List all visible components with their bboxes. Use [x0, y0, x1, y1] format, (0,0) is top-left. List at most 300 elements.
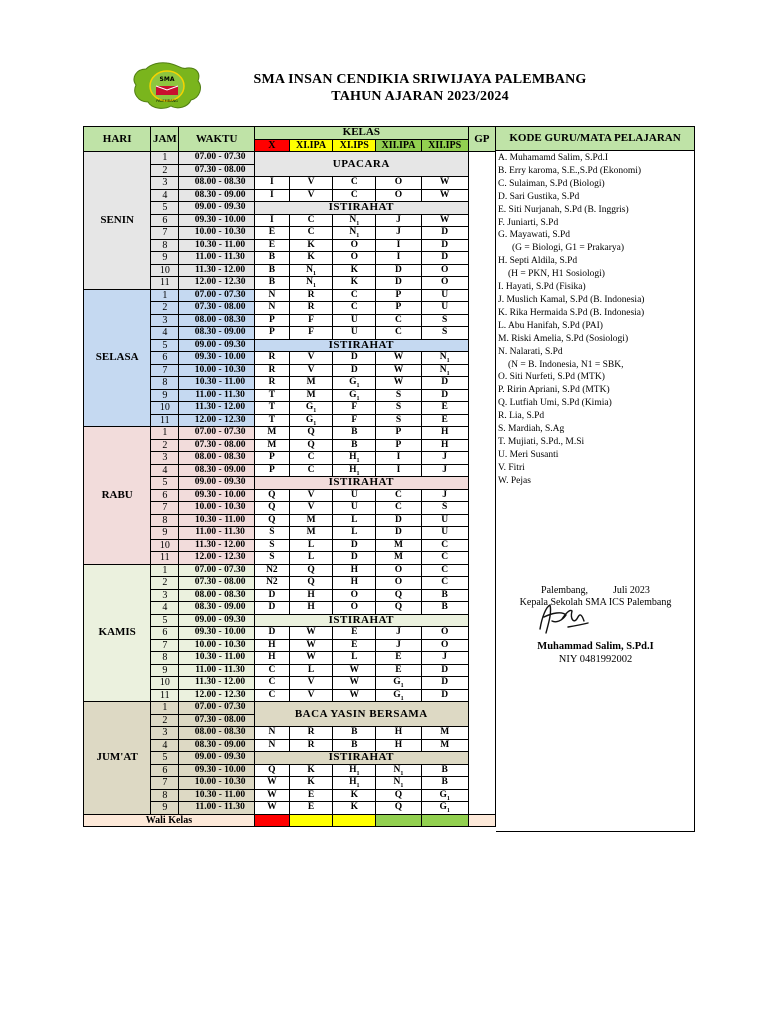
class-cell: W [333, 689, 376, 702]
class-cell: V [289, 364, 332, 377]
waktu-cell: 09.30 - 10.00 [179, 764, 254, 777]
class-cell: C [289, 227, 332, 240]
jam-cell: 2 [151, 439, 179, 452]
class-cell: Q [289, 577, 332, 590]
class-cell: U [421, 302, 468, 315]
jam-cell: 10 [151, 402, 179, 415]
waktu-cell: 12.00 - 12.30 [179, 689, 254, 702]
jam-cell: 5 [151, 614, 179, 627]
class-cell: Q [289, 427, 332, 440]
class-cell: C [254, 677, 289, 690]
jam-cell: 5 [151, 752, 179, 765]
class-cell: D [421, 239, 468, 252]
class-cell: S [421, 327, 468, 340]
teacher-code-panel [496, 126, 695, 832]
teacher-code-item: J. Muslich Kamal, S.Pd (B. Indonesia) [498, 294, 645, 305]
waktu-cell: 07.30 - 08.00 [179, 302, 254, 315]
table-row [84, 152, 496, 165]
class-cell: C [333, 302, 376, 315]
class-cell: V [289, 489, 332, 502]
class-header-xii-ipa: XII.IPA [376, 140, 421, 152]
class-cell: H [254, 639, 289, 652]
class-cell: W [254, 802, 289, 815]
class-cell: D [421, 689, 468, 702]
class-cell: $G_1$ [421, 802, 468, 815]
waktu-cell: 11.30 - 12.00 [179, 264, 254, 277]
class-cell: D [421, 227, 468, 240]
class-cell: O [421, 639, 468, 652]
class-cell: R [289, 302, 332, 315]
waktu-cell: 09.00 - 09.30 [179, 614, 254, 627]
class-cell: E [254, 227, 289, 240]
class-cell: P [254, 464, 289, 477]
waktu-cell: 09.30 - 10.00 [179, 489, 254, 502]
class-cell: H [376, 727, 421, 740]
jam-cell: 8 [151, 789, 179, 802]
class-cell: C [376, 502, 421, 515]
class-cell: K [289, 764, 332, 777]
logo-text: SMA [159, 76, 175, 83]
class-cell: W [289, 627, 332, 640]
class-cell: W [254, 789, 289, 802]
class-cell: D [376, 264, 421, 277]
class-cell: I [376, 464, 421, 477]
jam-cell: 11 [151, 689, 179, 702]
header-waktu: WAKTU [179, 127, 254, 152]
class-cell: V [289, 689, 332, 702]
class-cell: U [333, 314, 376, 327]
class-cell: $N_1$ [421, 352, 468, 365]
teacher-code-item: (N = B. Indonesia, N1 = SBK, [508, 359, 624, 370]
class-cell: D [421, 377, 468, 390]
class-cell: D [254, 589, 289, 602]
waktu-cell: 11.00 - 11.30 [179, 527, 254, 540]
jam-cell: 11 [151, 277, 179, 290]
school-name: SMA INSAN CENDIKIA SRIWIJAYA PALEMBANG [253, 72, 587, 87]
waktu-cell: 09.30 - 10.00 [179, 214, 254, 227]
jam-cell: 8 [151, 652, 179, 665]
waktu-cell: 08.00 - 08.30 [179, 314, 254, 327]
class-header-xii-ips: XII.IPS [421, 140, 468, 152]
header-kelas: KELAS [254, 127, 468, 140]
class-cell: S [376, 414, 421, 427]
waktu-cell: 09.00 - 09.30 [179, 477, 254, 490]
teacher-code-item: R. Lia, S.Pd [498, 411, 545, 422]
class-cell: O [333, 252, 376, 265]
class-cell: D [421, 677, 468, 690]
class-cell: U [333, 502, 376, 515]
class-cell: J [421, 452, 468, 465]
teacher-code-item: T. Mujiati, S.Pd., M.Si [498, 436, 585, 447]
class-cell: T [254, 389, 289, 402]
class-cell: P [254, 314, 289, 327]
waktu-cell: 11.30 - 12.00 [179, 677, 254, 690]
class-cell: $G_1$ [289, 402, 332, 415]
jam-cell: 1 [151, 702, 179, 715]
class-cell: F [289, 314, 332, 327]
class-cell: U [421, 527, 468, 540]
teacher-code-list [496, 151, 694, 488]
class-cell: P [254, 327, 289, 340]
table-row [84, 564, 496, 577]
class-cell: L [289, 664, 332, 677]
class-cell: O [376, 564, 421, 577]
class-cell: C [421, 539, 468, 552]
waktu-cell: 12.00 - 12.30 [179, 414, 254, 427]
class-cell: $H_1$ [333, 777, 376, 790]
class-cell: L [333, 514, 376, 527]
schedule-table [83, 126, 496, 827]
class-cell: R [289, 727, 332, 740]
waktu-cell: 10.00 - 10.30 [179, 364, 254, 377]
class-cell: F [333, 402, 376, 415]
signature-place-date: Palembang, Juli 2023 [541, 585, 650, 596]
class-cell: D [421, 252, 468, 265]
class-cell: D [254, 627, 289, 640]
class-cell: Q [254, 489, 289, 502]
jam-cell: 6 [151, 627, 179, 640]
class-cell: P [376, 427, 421, 440]
class-cell: U [421, 289, 468, 302]
class-cell: W [289, 652, 332, 665]
class-cell: I [254, 177, 289, 190]
class-cell: H [333, 577, 376, 590]
class-cell: Q [376, 602, 421, 615]
class-cell: $N_1$ [421, 364, 468, 377]
jam-cell: 9 [151, 527, 179, 540]
class-cell: D [254, 602, 289, 615]
waktu-cell: 08.00 - 08.30 [179, 177, 254, 190]
class-cell: W [376, 377, 421, 390]
class-cell: R [289, 739, 332, 752]
jam-cell: 9 [151, 802, 179, 815]
class-cell: M [376, 552, 421, 565]
class-cell: T [254, 402, 289, 415]
class-cell: W [376, 352, 421, 365]
class-cell: Q [254, 514, 289, 527]
class-cell: O [421, 277, 468, 290]
class-cell: E [421, 414, 468, 427]
class-cell: O [376, 189, 421, 202]
class-cell: D [421, 664, 468, 677]
waktu-cell: 07.00 - 07.30 [179, 427, 254, 440]
class-cell: D [333, 552, 376, 565]
class-cell: J [376, 214, 421, 227]
schedule-body [84, 152, 496, 827]
waktu-cell: 08.30 - 09.00 [179, 327, 254, 340]
day-label: JUM'AT [84, 702, 151, 815]
day-label: SELASA [84, 289, 151, 427]
class-cell: M [421, 739, 468, 752]
class-cell: S [421, 502, 468, 515]
teacher-code-item: Q. Lutfiah Umi, S.Pd (Kimia) [498, 398, 612, 409]
waktu-cell: 08.30 - 09.00 [179, 189, 254, 202]
class-cell: O [376, 577, 421, 590]
class-cell: $H_1$ [333, 464, 376, 477]
activity-cell: UPACARA [254, 152, 468, 177]
jam-cell: 11 [151, 414, 179, 427]
class-cell: W [421, 214, 468, 227]
waktu-cell: 10.30 - 11.00 [179, 652, 254, 665]
class-cell: K [333, 264, 376, 277]
class-cell: $N_1$ [333, 227, 376, 240]
class-cell: $H_1$ [333, 452, 376, 465]
teacher-code-item: U. Meri Susanti [498, 449, 559, 460]
jam-cell: 5 [151, 202, 179, 215]
class-cell: J [421, 489, 468, 502]
class-cell: S [376, 402, 421, 415]
waktu-cell: 10.30 - 11.00 [179, 239, 254, 252]
waktu-cell: 10.30 - 11.00 [179, 377, 254, 390]
class-cell: C [421, 577, 468, 590]
teacher-code-item: N. Nalarati, S.Pd [498, 346, 563, 357]
class-cell: $G_1$ [289, 414, 332, 427]
table-row [84, 427, 496, 440]
class-cell: H [254, 652, 289, 665]
teacher-code-item: A. Muhamamd Salim, S.Pd.I [498, 153, 609, 163]
class-cell: N [254, 739, 289, 752]
class-cell: C [333, 289, 376, 302]
class-cell: N2 [254, 564, 289, 577]
class-cell: E [289, 789, 332, 802]
jam-cell: 6 [151, 489, 179, 502]
class-cell: K [289, 777, 332, 790]
jam-cell: 7 [151, 364, 179, 377]
class-cell: V [289, 502, 332, 515]
class-cell: O [376, 177, 421, 190]
academic-year: TAHUN AJARAN 2023/2024 [331, 89, 509, 104]
class-cell: P [376, 289, 421, 302]
jam-cell: 7 [151, 639, 179, 652]
class-cell: $G_1$ [333, 389, 376, 402]
teacher-code-item: I. Hayati, S.Pd (Fisika) [498, 282, 586, 293]
waktu-cell: 10.00 - 10.30 [179, 502, 254, 515]
jam-cell: 6 [151, 764, 179, 777]
class-cell: R [254, 352, 289, 365]
gp-column [468, 152, 495, 815]
header-hari: HARI [84, 127, 151, 152]
class-cell: H [289, 602, 332, 615]
jam-cell: 8 [151, 377, 179, 390]
class-cell: H [421, 439, 468, 452]
jam-cell: 1 [151, 152, 179, 165]
class-cell: H [289, 589, 332, 602]
class-cell: D [333, 352, 376, 365]
header-gp: GP [468, 127, 495, 152]
class-cell: $G_1$ [376, 677, 421, 690]
jam-cell: 4 [151, 327, 179, 340]
waktu-cell: 08.30 - 09.00 [179, 739, 254, 752]
class-cell: E [289, 802, 332, 815]
class-cell: J [421, 464, 468, 477]
class-cell: V [289, 177, 332, 190]
jam-cell: 3 [151, 727, 179, 740]
class-cell: E [333, 639, 376, 652]
class-cell: C [333, 189, 376, 202]
class-cell: I [376, 452, 421, 465]
class-cell: J [376, 627, 421, 640]
waktu-cell: 11.30 - 12.00 [179, 539, 254, 552]
class-cell: I [254, 214, 289, 227]
teacher-code-item: S. Mardiah, S.Ag [498, 424, 565, 435]
class-cell: C [376, 314, 421, 327]
class-cell: K [333, 802, 376, 815]
jam-cell: 10 [151, 677, 179, 690]
table-row [84, 289, 496, 302]
class-cell: B [333, 439, 376, 452]
class-cell: I [254, 189, 289, 202]
class-cell: O [333, 589, 376, 602]
class-cell: M [254, 439, 289, 452]
class-cell: M [289, 389, 332, 402]
class-cell: S [421, 314, 468, 327]
waktu-cell: 07.00 - 07.30 [179, 289, 254, 302]
class-cell: K [289, 252, 332, 265]
class-cell: I [376, 239, 421, 252]
class-cell: $G_1$ [333, 377, 376, 390]
class-cell: F [333, 414, 376, 427]
class-cell: Q [289, 564, 332, 577]
class-cell: R [254, 377, 289, 390]
jam-cell: 5 [151, 477, 179, 490]
class-cell: $H_1$ [333, 764, 376, 777]
class-cell: U [333, 327, 376, 340]
activity-cell: BACA YASIN BERSAMA [254, 702, 468, 727]
jam-cell: 2 [151, 577, 179, 590]
day-label: SENIN [84, 152, 151, 290]
class-cell: D [376, 527, 421, 540]
class-cell: Q [289, 439, 332, 452]
jam-cell: 4 [151, 189, 179, 202]
class-cell: D [333, 364, 376, 377]
class-cell: N [254, 289, 289, 302]
waktu-cell: 07.00 - 07.30 [179, 152, 254, 165]
class-cell: B [333, 427, 376, 440]
waktu-cell: 07.00 - 07.30 [179, 564, 254, 577]
waktu-cell: 08.00 - 08.30 [179, 452, 254, 465]
class-cell: H [333, 564, 376, 577]
teacher-code-item: M. Riski Amelia, S.Pd (Sosiologi) [498, 333, 629, 344]
class-cell: M [289, 527, 332, 540]
class-cell: S [254, 527, 289, 540]
class-cell: Q [376, 802, 421, 815]
class-cell: M [289, 514, 332, 527]
class-cell: B [421, 589, 468, 602]
signature-name: Muhammad Salim, S.Pd.I [537, 641, 654, 652]
logo-subtext: PALEMBANG [156, 99, 178, 103]
wali-kelas-label: Wali Kelas [84, 814, 255, 827]
class-cell: W [376, 364, 421, 377]
jam-cell: 10 [151, 264, 179, 277]
teacher-code-item: O. Siti Nurfeti, S.Pd (MTK) [498, 372, 605, 383]
jam-cell: 2 [151, 164, 179, 177]
class-cell: $G_1$ [421, 789, 468, 802]
teacher-code-item: (H = PKN, H1 Sosiologi) [508, 269, 605, 280]
teacher-code-item: F. Juniarti, S.Pd [498, 217, 559, 228]
jam-cell: 8 [151, 239, 179, 252]
class-cell: L [289, 539, 332, 552]
activity-cell: ISTIRAHAT [254, 752, 468, 765]
waktu-cell: 08.30 - 09.00 [179, 602, 254, 615]
class-cell: I [376, 252, 421, 265]
class-cell: D [421, 389, 468, 402]
class-cell: P [376, 302, 421, 315]
table-row [84, 702, 496, 715]
jam-cell: 6 [151, 352, 179, 365]
waktu-cell: 08.00 - 08.30 [179, 727, 254, 740]
waktu-cell: 11.00 - 11.30 [179, 802, 254, 815]
class-cell: Q [376, 789, 421, 802]
waktu-cell: 09.00 - 09.30 [179, 202, 254, 215]
wali-kelas-row [84, 814, 496, 827]
class-cell: S [254, 552, 289, 565]
class-header-xi-ipa: XI.IPA [289, 140, 332, 152]
jam-cell: 10 [151, 539, 179, 552]
waktu-cell: 09.30 - 10.00 [179, 627, 254, 640]
class-cell: C [289, 452, 332, 465]
class-cell: Q [254, 764, 289, 777]
jam-cell: 3 [151, 314, 179, 327]
class-cell: J [376, 227, 421, 240]
signature-role: Kepala Sekolah SMA ICS Palembang [519, 597, 672, 608]
class-cell: B [421, 764, 468, 777]
waktu-cell: 07.30 - 08.00 [179, 164, 254, 177]
teacher-code-item: L. Abu Hanifah, S.Pd (PAI) [498, 320, 603, 331]
signature-niy: NIY 0481992002 [558, 654, 633, 665]
teacher-code-item: P. Ririn Apriani, S.Pd (MTK) [498, 385, 610, 396]
class-cell: C [421, 564, 468, 577]
wali-kelas-color-cell [254, 814, 289, 827]
class-cell: $G_1$ [376, 689, 421, 702]
jam-cell: 8 [151, 514, 179, 527]
class-cell: D [376, 514, 421, 527]
class-cell: K [289, 239, 332, 252]
waktu-cell: 10.30 - 11.00 [179, 789, 254, 802]
jam-cell: 2 [151, 714, 179, 727]
class-cell: M [289, 377, 332, 390]
waktu-cell: 07.30 - 08.00 [179, 714, 254, 727]
waktu-cell: 07.00 - 07.30 [179, 702, 254, 715]
class-cell: D [333, 539, 376, 552]
teacher-code-item: D. Sari Gustika, S.Pd [498, 191, 580, 202]
waktu-cell: 08.00 - 08.30 [179, 589, 254, 602]
jam-cell: 1 [151, 427, 179, 440]
waktu-cell: 10.00 - 10.30 [179, 777, 254, 790]
class-cell: E [376, 664, 421, 677]
class-cell: M [376, 539, 421, 552]
class-cell: B [254, 264, 289, 277]
class-cell: W [289, 639, 332, 652]
class-cell: N [254, 727, 289, 740]
class-cell: Q [254, 502, 289, 515]
class-cell: V [289, 189, 332, 202]
class-cell: O [421, 627, 468, 640]
class-cell: P [376, 439, 421, 452]
jam-cell: 7 [151, 777, 179, 790]
jam-cell: 7 [151, 227, 179, 240]
teacher-code-header: KODE GURU/MATA PELAJARAN [496, 127, 694, 151]
class-cell: L [333, 652, 376, 665]
class-header-xi-ips: XI.IPS [333, 140, 376, 152]
waktu-cell: 07.30 - 08.00 [179, 439, 254, 452]
waktu-cell: 07.30 - 08.00 [179, 577, 254, 590]
jam-cell: 3 [151, 452, 179, 465]
class-cell: B [333, 739, 376, 752]
jam-cell: 1 [151, 289, 179, 302]
teacher-code-item: H. Septi Aldila, S.Pd [498, 256, 578, 267]
class-cell: $N_1$ [376, 777, 421, 790]
waktu-cell: 12.00 - 12.30 [179, 552, 254, 565]
